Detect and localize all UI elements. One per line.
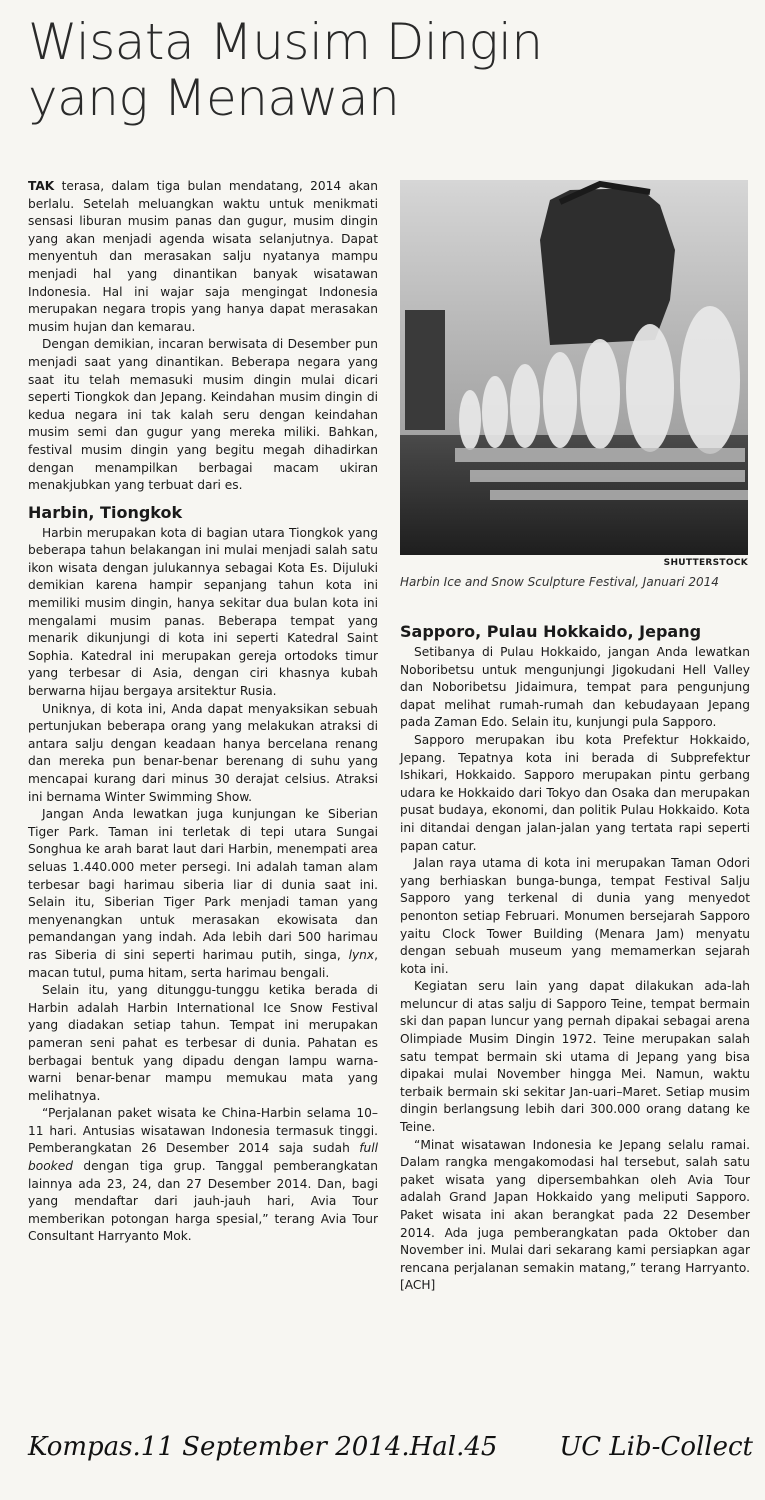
intro-paragraph-2: Dengan demikian, incaran berwisata di Desember pun menjadi saat yang dinantikan. Beberapa negara yang saat itu telah memasuki musim dingin mulai dicari seperti Tiongkok dan Jepang. Keindahan musim dingin di kedua negara ini tak kalah seru dengan keindahan musim semi dan gugur yang mereka miliki. Bahkan, festival musim dingin yang begitu megah dihadirkan dengan menampilkan berbagai macam ukiran menakjubkan yang terbuat dari es. [28,337,378,493]
harbin-paragraph-3 [28,806,378,982]
intro-text: terasa, dalam tiga bulan mendatang, 2014 akan berlalu. Setelah meluangkan waktu untuk menikmati sensasi liburan musim panas dan gugur, musim dingin yang akan menjadi agenda wisata selanjutnya. Dapat menyentuh dan merasakan salju nyatanya mampu menjadi hal yang dinantikan banyak wisatawan Indonesia. Hal ini wajar saja mengingat Indonesia merupakan negara tropis yang hanya dapat merasakan musim hujan dan kemarau. [28,179,378,334]
harbin-paragraph-2: Uniknya, di kota ini, Anda dapat menyaksikan sebuah pertunjukan beberapa orang yang melakukan atraksi di antara salju dengan keadaan hanya bercelana renang dan mereka pun benar-benar berenang di suhu yang mencapai kurang dari minus 30 derajat celsius. Atraksi ini bernama Winter Swimming Show. [28,701,378,804]
sapporo-paragraph-3: Jalan raya utama di kota ini merupakan Taman Odori yang berhiaskan bunga-bunga, tempat Festival Salju Sapporo yang terkenal di dunia yang menyedot penonton setiap Februari. Monumen bersejarah Sapporo yaitu Clock Tower Building (Menara Jam) menyatu dengan sebuah museum yang memamerkan sejarah kota ini. [400,856,750,976]
photo-credit: SHUTTERSTOCK [663,558,748,568]
photo-illustration [400,180,748,555]
ice-sculpture-photo [400,180,748,555]
harbin-paragraph-4: Selain itu, yang ditunggu-tunggu ketika berada di Harbin adalah Harbin International Ice Snow Festival yang diadakan setiap tahun. Tempat ini merupakan pameran seni pahat es terbesar di dunia. Pahatan es berbagai bentuk yang dipadu dengan lampu warna-warni benar-benar mampu memukau mata yang melihatnya. [28,983,378,1103]
harbin-p3-text-end: , macan tutul, puma hitam, serta harimau bengali. [28,947,378,980]
harbin-p5-text: “Perjalanan paket wisata ke China-Harbin selama 10–11 hari. Antusias wisatawan Indonesia termasuk tinggi. Pemberangkatan 26 Desember 2014 saja sudah [28,1106,378,1156]
harbin-paragraph-5 [28,1105,378,1246]
section-heading-sapporo: Sapporo, Pulau Hokkaido, Jepang [400,622,702,641]
sapporo-paragraph-4: Kegiatan seru lain yang dapat dilakukan ada-lah meluncur di atas salju di Sapporo Teine, tempat bermain ski dan papan luncur yang pernah dipakai sebagai arena Olimpiade Musim Dingin 1972. Teine merupakan salah satu tempat bermain ski utama di Jepang yang bisa dipakai mulai November hingga Mei. Namun, waktu terbaik bermain ski sekitar Jan-uari–Maret. Setiap musim dingin berlangsung lebih dari 300.000 orang datang ke Teine. [400,979,750,1135]
right-column [400,622,750,1295]
harbin-paragraph-1: Harbin merupakan kota di bagian utara Tiongkok yang beberapa tahun belakangan ini mulai menjadi salah satu ikon wisata dengan julukannya sebagai Kota Es. Dijuluki demikian karena hampir sepanjang tahun kota ini memiliki musim dingin, hanya sekitar dua bulan kota ini mengalami musim panas. Beberapa tempat yang menarik dikunjungi di kota ini seperti Katedral Saint Sophia. Katedral ini merupakan gereja ortodoks timur yang terbesar di Asia, dengan ciri khasnya kubah berwarna hijau bergaya arsitektur Rusia. [28,525,378,699]
photo-caption: Harbin Ice and Snow Sculpture Festival, Januari 2014 [400,575,719,589]
lead-word: TAK [28,179,55,193]
sapporo-paragraph-2: Sapporo merupakan ibu kota Prefektur Hokkaido, Jepang. Tepatnya kota ini berada di Subprefektur Ishikari, Hokkaido. Sapporo merupakan pintu gerbang udara ke Hokkaido dari Tokyo dan Osaka dan merupakan pusat budaya, ekonomi, dan politik Pulau Hokkaido. Kota ini ditandai dengan jalan-jalan yang tertata rapi seperti papan catur. [400,732,750,853]
left-column [28,178,378,1246]
sapporo-paragraph-1: Setibanya di Pulau Hokkaido, jangan Anda lewatkan Noboribetsu untuk mengunjungi Jigokudani Hell Valley dan Noboribetsu Jidaimura, tempat para pengunjung dapat melihat rumah-rumah dan kebudayaan Jepang pada Zaman Edo. Selain itu, kunjungi pula Sapporo. [400,645,750,730]
footer-source: Kompas.11 September 2014.Hal.45 [28,1432,498,1462]
harbin-p3-text: Jangan Anda lewatkan juga kunjungan ke Siberian Tiger Park. Taman ini terletak di tepi utara Sungai Songhua ke arah barat laut dari Harbin, menempati area seluas 1.440.000 meter persegi. Ini adalah taman alam terbesar bagi harimau siberia liar di dunia saat ini. Selain itu, Siberian Tiger Park menjadi taman yang menyenangkan untuk merasakan ekowisata dan pemandangan yang indah. Ada lebih dari 500 harimau ras Siberia di sini seperti harimau putih, singa, [28,807,378,962]
harbin-p5-italic: full booked [28,1141,378,1174]
footer-collector: UC Lib-Collect [559,1432,753,1462]
harbin-p3-italic: lynx [348,947,375,962]
article-title [28,14,748,126]
title-line-2: yang Menawan [28,69,400,127]
title-line-1: Wisata Musim Dingin [28,13,543,71]
intro-paragraph [28,178,378,336]
harbin-p5-text-end: dengan tiga grup. Tanggal pemberangkatan lainnya ada 23, 24, dan 27 Desember 2014. Dan, bagi yang mendaftar dari jauh-jauh hari, Avia Tour memberikan potongan harga spesial,” terang Avia Tour Consultant Harryanto Mok. [28,1159,378,1244]
sapporo-paragraph-5: “Minat wisatawan Indonesia ke Jepang selalu ramai. Dalam rangka mengakomodasi hal tersebut, salah satu paket wisata yang dipersembahkan oleh Avia Tour adalah Grand Japan Hokkaido yang meliputi Sapporo. Paket wisata ini akan berangkat pada 22 Desember 2014. Ada juga pemberangkatan pada Oktober dan November ini. Mulai dari sekarang kami persiapkan agar rencana perjalanan semakin matang,” terang Harryanto. [ACH] [400,1137,750,1293]
section-heading-harbin: Harbin, Tiongkok [28,502,183,522]
